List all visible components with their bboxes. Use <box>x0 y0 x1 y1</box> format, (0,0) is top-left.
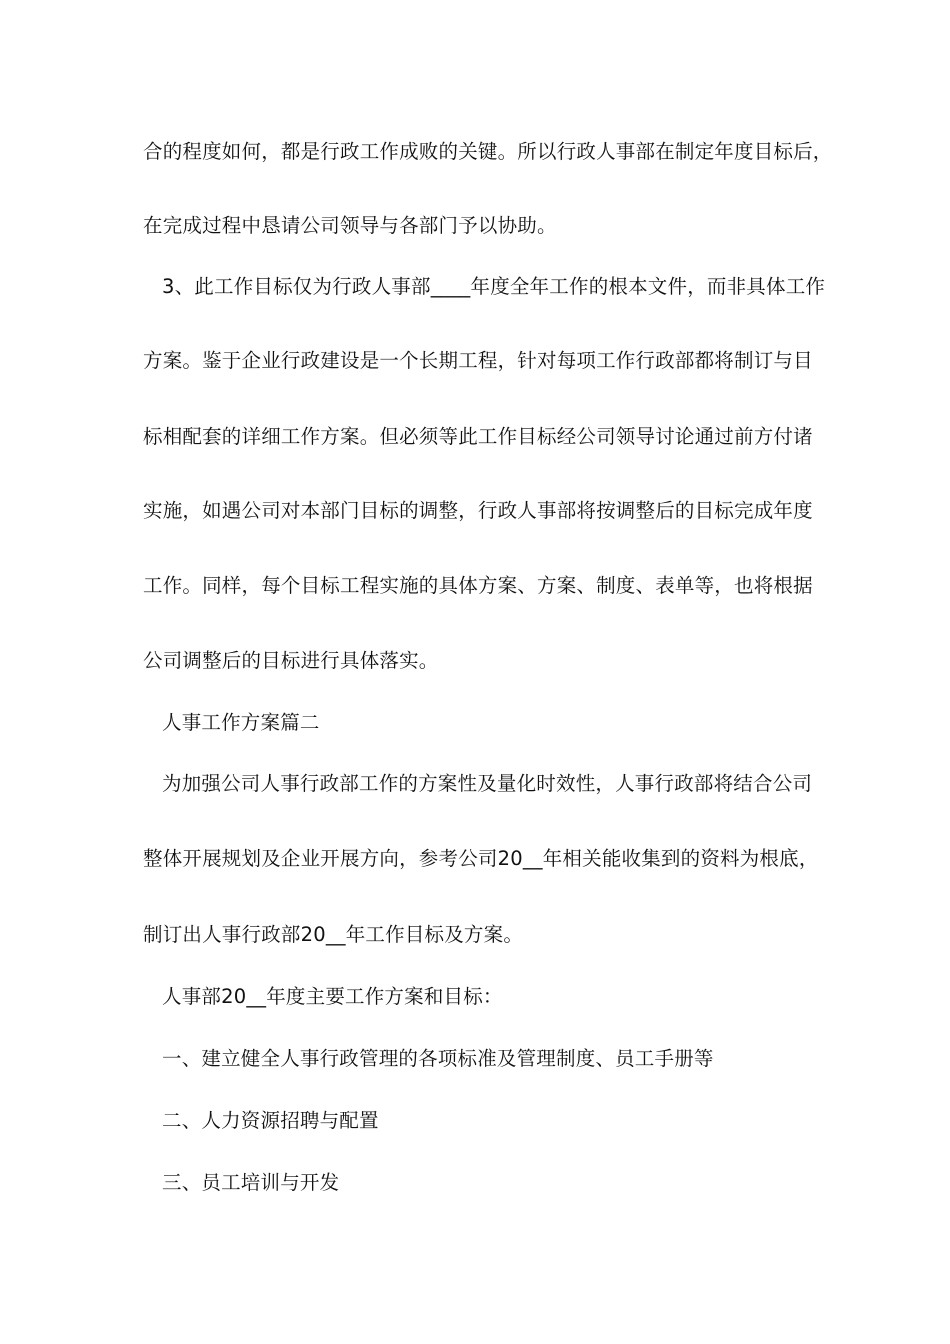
section-heading: 人事工作方案篇二 <box>162 711 320 734</box>
paragraph-line-3: 3、此工作目标仅为行政人事部____年度全年工作的根本文件，而非具体工作 <box>162 275 826 298</box>
list-item-3: 三、员工培训与开发 <box>162 1171 340 1194</box>
paragraph-line-5: 标相配套的详细工作方案。但必须等此工作目标经公司领导讨论通过前方付诸 <box>143 425 813 448</box>
paragraph-line-10: 整体开展规划及企业开展方向，参考公司20__年相关能收集到的资料为根底， <box>143 847 819 870</box>
paragraph-line-11: 制订出人事行政部20__年工作目标及方案。 <box>143 923 524 946</box>
paragraph-line-9: 为加强公司人事行政部工作的方案性及量化时效性，人事行政部将结合公司 <box>162 772 813 795</box>
plan-heading: 人事部20__年度主要工作方案和目标： <box>162 985 503 1008</box>
list-item-2: 二、人力资源招聘与配置 <box>162 1109 379 1132</box>
paragraph-line-2: 在完成过程中恳请公司领导与各部门予以协助。 <box>143 214 557 237</box>
paragraph-line-1: 合的程度如何，都是行政工作成败的关键。所以行政人事部在制定年度目标后， <box>143 140 833 163</box>
paragraph-line-8: 公司调整后的目标进行具体落实。 <box>143 649 439 672</box>
paragraph-line-6: 实施，如遇公司对本部门目标的调整，行政人事部将按调整后的目标完成年度 <box>143 499 813 522</box>
paragraph-line-4: 方案。鉴于企业行政建设是一个长期工程，针对每项工作行政部都将制订与目 <box>143 349 813 372</box>
list-item-1: 一、建立健全人事行政管理的各项标准及管理制度、员工手册等 <box>162 1047 714 1070</box>
paragraph-line-7: 工作。同样，每个目标工程实施的具体方案、方案、制度、表单等，也将根据 <box>143 574 813 597</box>
